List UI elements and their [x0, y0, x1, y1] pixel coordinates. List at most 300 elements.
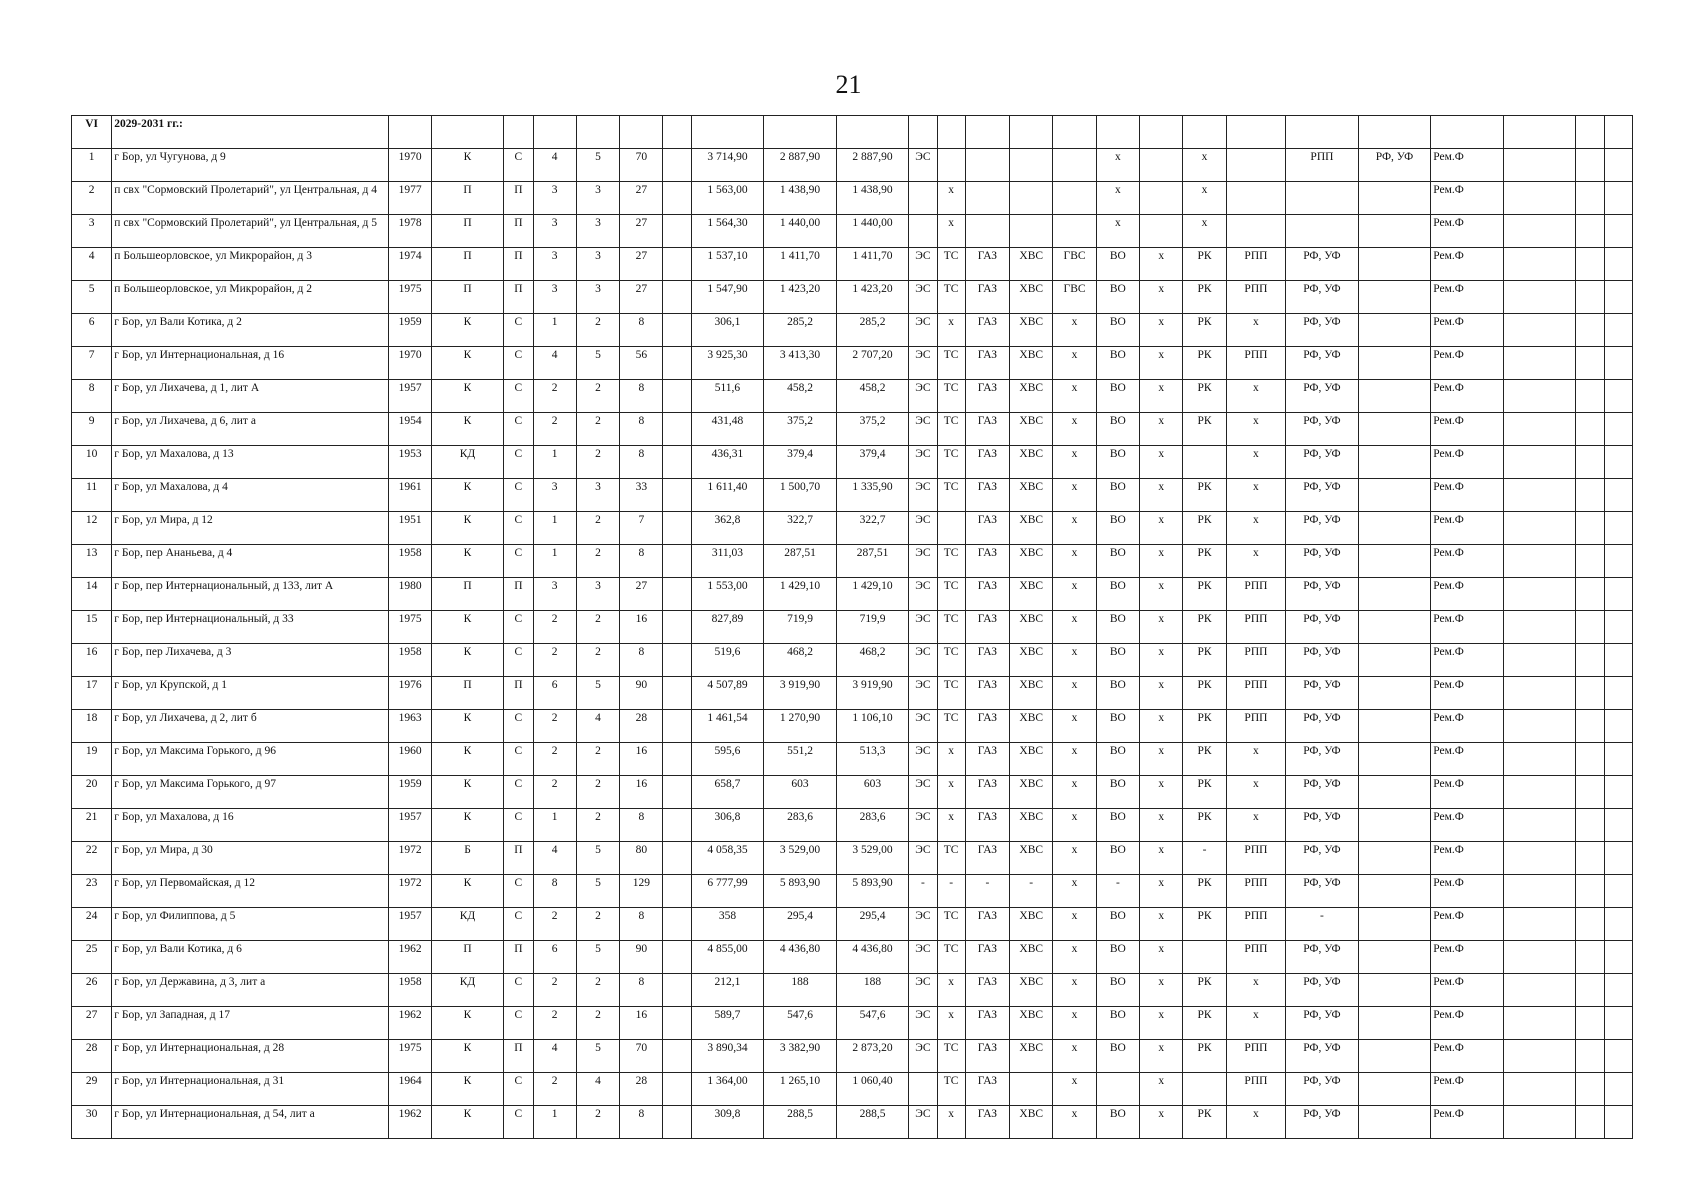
cell-apartments: 8 [620, 644, 663, 677]
cell-utility-vo: ВО [1096, 347, 1139, 380]
cell-utility-gaz: ГАЗ [965, 611, 1009, 644]
cell-funding-source: Рем.Ф [1431, 215, 1504, 248]
cell-col-27 [1576, 182, 1604, 215]
table-row [72, 281, 1633, 314]
cell-residential-area: 458,2 [836, 380, 909, 413]
cell-utility-rk [1183, 446, 1226, 479]
cell-address: г Бор, ул Лихачева, д 6, лит а [112, 413, 389, 446]
cell-works-rf-uf: РФ, УФ [1286, 1007, 1359, 1040]
cell-col-28 [1604, 875, 1632, 908]
cell-utility-vo: ВО [1096, 776, 1139, 809]
cell-utility-gaz: ГАЗ [965, 479, 1009, 512]
cell-works-rf-uf: РФ, УФ [1286, 380, 1359, 413]
cell-col-9 [663, 1007, 691, 1040]
cell-entrances: 3 [576, 182, 619, 215]
cell-utility-vo: - [1096, 875, 1139, 908]
cell-utility-vo: ВО [1096, 314, 1139, 347]
cell-address: г Бор, пер Интернациональный, д 133, лит А [112, 578, 389, 611]
section-number: VI [72, 116, 112, 149]
cell-wall-material: КД [431, 446, 504, 479]
cell-utility-hvs: ХВС [1010, 644, 1053, 677]
cell-utility-hvs: ХВС [1010, 974, 1053, 1007]
cell-wall-material: КД [431, 908, 504, 941]
cell-floors: 1 [533, 809, 576, 842]
cell-living-area: 603 [764, 776, 837, 809]
cell-funding-source: Рем.Ф [1431, 314, 1504, 347]
cell-col-27 [1576, 644, 1604, 677]
cell-col-26 [1503, 446, 1576, 479]
cell-utility-rk: РК [1183, 347, 1226, 380]
cell-col-19: х [1140, 578, 1183, 611]
cell-utility-vo: ВО [1096, 908, 1139, 941]
cell-col-23 [1358, 908, 1431, 941]
cell-utility-es: ЭС [909, 347, 937, 380]
cell-col-27 [1576, 248, 1604, 281]
cell-address: г Бор, пер Интернациональный, д 33 [112, 611, 389, 644]
cell-floors: 3 [533, 578, 576, 611]
cell-living-area: 1 429,10 [764, 578, 837, 611]
cell-row-number: 30 [72, 1106, 112, 1139]
cell-utility-gaz [965, 182, 1009, 215]
cell-wall-material: П [431, 941, 504, 974]
cell-utility-gvs: х [1053, 578, 1096, 611]
cell-col-19: х [1140, 314, 1183, 347]
cell-utility-ts: ТС [937, 248, 965, 281]
cell-col-9 [663, 644, 691, 677]
table-row [72, 908, 1633, 941]
cell-year-built: 1974 [389, 248, 431, 281]
cell-row-number: 18 [72, 710, 112, 743]
cell-funding-source: Рем.Ф [1431, 347, 1504, 380]
cell-col-19: х [1140, 974, 1183, 1007]
cell-col-27 [1576, 743, 1604, 776]
cell-year-built: 1978 [389, 215, 431, 248]
cell-wall-material: К [431, 149, 504, 182]
cell-wall-material: П [431, 215, 504, 248]
cell-row-number: 14 [72, 578, 112, 611]
cell-address: г Бор, ул Лихачева, д 1, лит А [112, 380, 389, 413]
cell-total-area: 306,8 [691, 809, 764, 842]
cell-utility-rk: РК [1183, 578, 1226, 611]
cell-utility-rk: РК [1183, 875, 1226, 908]
cell-col-28 [1604, 479, 1632, 512]
cell-works-rf-uf: РФ, УФ [1286, 677, 1359, 710]
cell-utility-ts: х [937, 182, 965, 215]
cell-floors: 1 [533, 545, 576, 578]
cell-col-23 [1358, 611, 1431, 644]
cell-col-9 [663, 182, 691, 215]
table-body [72, 116, 1633, 1139]
cell-year-built: 1962 [389, 1007, 431, 1040]
cell-funding-source: Рем.Ф [1431, 1106, 1504, 1139]
cell-utility-ts: ТС [937, 677, 965, 710]
cell-apartments: 8 [620, 314, 663, 347]
cell-col-26 [1503, 479, 1576, 512]
cell-apartments: 16 [620, 743, 663, 776]
cell-row-number: 11 [72, 479, 112, 512]
cell-utility-ts: ТС [937, 710, 965, 743]
cell-col-27 [1576, 941, 1604, 974]
cell-col-28 [1604, 1007, 1632, 1040]
cell-address: г Бор, пер Лихачева, д 3 [112, 644, 389, 677]
cell-living-area: 1 440,00 [764, 215, 837, 248]
cell-year-built: 1975 [389, 1040, 431, 1073]
cell-utility-gaz: ГАЗ [965, 974, 1009, 1007]
cell-utility-gvs: х [1053, 875, 1096, 908]
cell-utility-rk: РК [1183, 1040, 1226, 1073]
cell-funding-source: Рем.Ф [1431, 578, 1504, 611]
cell-utility-gvs: х [1053, 743, 1096, 776]
cell-floors: 4 [533, 347, 576, 380]
cell-col-28 [1604, 908, 1632, 941]
cell-works-rf-uf: РФ, УФ [1286, 512, 1359, 545]
cell-utility-rk: РК [1183, 314, 1226, 347]
cell-works-rf-uf: РФ, УФ [1286, 314, 1359, 347]
cell-total-area: 519,6 [691, 644, 764, 677]
cell-year-built: 1975 [389, 281, 431, 314]
cell-utility-es: ЭС [909, 149, 937, 182]
cell-apartments: 70 [620, 1040, 663, 1073]
cell-utility-hvs: ХВС [1010, 380, 1053, 413]
cell-col-19 [1140, 182, 1183, 215]
cell-roof-type: С [504, 413, 533, 446]
cell-living-area: 551,2 [764, 743, 837, 776]
cell-works-rf-uf: РФ, УФ [1286, 347, 1359, 380]
cell-col-26 [1503, 578, 1576, 611]
cell-col-26 [1503, 149, 1576, 182]
cell-roof-type: С [504, 512, 533, 545]
cell-utility-gaz: ГАЗ [965, 545, 1009, 578]
cell-utility-vo: ВО [1096, 1007, 1139, 1040]
cell-utility-vo: ВО [1096, 941, 1139, 974]
cell-utility-ts: ТС [937, 479, 965, 512]
cell-residential-area: 1 335,90 [836, 479, 909, 512]
cell-utility-rpp: х [1226, 446, 1285, 479]
cell-col-9 [663, 941, 691, 974]
cell-total-area: 306,1 [691, 314, 764, 347]
cell-utility-ts: ТС [937, 578, 965, 611]
cell-col-19: х [1140, 1106, 1183, 1139]
cell-utility-gaz: ГАЗ [965, 908, 1009, 941]
cell-roof-type: С [504, 149, 533, 182]
cell-living-area: 1 438,90 [764, 182, 837, 215]
cell-entrances: 2 [576, 1007, 619, 1040]
cell-utility-vo: ВО [1096, 710, 1139, 743]
cell-utility-gaz [965, 215, 1009, 248]
cell-col-26 [1503, 611, 1576, 644]
cell-entrances: 3 [576, 578, 619, 611]
cell-utility-rpp: х [1226, 512, 1285, 545]
cell-funding-source: Рем.Ф [1431, 281, 1504, 314]
cell-floors: 8 [533, 875, 576, 908]
cell-total-area: 3 890,34 [691, 1040, 764, 1073]
cell-utility-rpp: х [1226, 974, 1285, 1007]
cell-living-area: 1 423,20 [764, 281, 837, 314]
cell-address: п Большеорловское, ул Микрорайон, д 2 [112, 281, 389, 314]
cell-total-area: 4 855,00 [691, 941, 764, 974]
cell-funding-source: Рем.Ф [1431, 512, 1504, 545]
cell-total-area: 4 507,89 [691, 677, 764, 710]
cell-utility-es: ЭС [909, 644, 937, 677]
cell-col-19: х [1140, 710, 1183, 743]
cell-living-area: 3 413,30 [764, 347, 837, 380]
cell-col-23 [1358, 281, 1431, 314]
cell-roof-type: С [504, 776, 533, 809]
cell-wall-material: П [431, 182, 504, 215]
cell-col-28 [1604, 347, 1632, 380]
cell-utility-rk [1183, 941, 1226, 974]
cell-utility-ts: ТС [937, 545, 965, 578]
table-row [72, 512, 1633, 545]
cell-utility-ts: ТС [937, 446, 965, 479]
cell-total-area: 1 611,40 [691, 479, 764, 512]
cell-row-number: 12 [72, 512, 112, 545]
cell-col-9 [663, 875, 691, 908]
cell-total-area: 589,7 [691, 1007, 764, 1040]
cell-col-27 [1576, 479, 1604, 512]
cell-utility-hvs: ХВС [1010, 677, 1053, 710]
cell-funding-source: Рем.Ф [1431, 974, 1504, 1007]
cell-row-number: 2 [72, 182, 112, 215]
cell-apartments: 8 [620, 413, 663, 446]
cell-col-19: х [1140, 1040, 1183, 1073]
cell-year-built: 1970 [389, 347, 431, 380]
cell-total-area: 3 714,90 [691, 149, 764, 182]
cell-col-26 [1503, 908, 1576, 941]
cell-utility-rk: - [1183, 842, 1226, 875]
cell-utility-gvs: х [1053, 347, 1096, 380]
cell-col-28 [1604, 974, 1632, 1007]
cell-wall-material: К [431, 1073, 504, 1106]
cell-apartments: 27 [620, 248, 663, 281]
cell-utility-rk: х [1183, 182, 1226, 215]
cell-funding-source: Рем.Ф [1431, 809, 1504, 842]
cell-residential-area: 322,7 [836, 512, 909, 545]
cell-row-number: 6 [72, 314, 112, 347]
cell-utility-vo: ВО [1096, 842, 1139, 875]
cell-address: г Бор, ул Западная, д 17 [112, 1007, 389, 1040]
cell-row-number: 10 [72, 446, 112, 479]
cell-floors: 4 [533, 1040, 576, 1073]
cell-utility-es: ЭС [909, 281, 937, 314]
cell-funding-source: Рем.Ф [1431, 1040, 1504, 1073]
cell-works-rf-uf: РФ, УФ [1286, 281, 1359, 314]
cell-floors: 2 [533, 776, 576, 809]
cell-entrances: 2 [576, 644, 619, 677]
cell-entrances: 5 [576, 842, 619, 875]
cell-year-built: 1959 [389, 314, 431, 347]
cell-roof-type: С [504, 611, 533, 644]
cell-utility-ts [937, 149, 965, 182]
cell-col-23 [1358, 380, 1431, 413]
cell-living-area: 295,4 [764, 908, 837, 941]
cell-row-number: 1 [72, 149, 112, 182]
cell-total-area: 1 553,00 [691, 578, 764, 611]
cell-floors: 2 [533, 1073, 576, 1106]
cell-col-27 [1576, 677, 1604, 710]
cell-utility-gvs: х [1053, 644, 1096, 677]
cell-works-rf-uf: РПП [1286, 149, 1359, 182]
cell-utility-gvs: х [1053, 380, 1096, 413]
cell-col-27 [1576, 578, 1604, 611]
cell-residential-area: 513,3 [836, 743, 909, 776]
cell-col-23: РФ, УФ [1358, 149, 1431, 182]
cell-wall-material: П [431, 281, 504, 314]
cell-col-9 [663, 842, 691, 875]
cell-utility-hvs: ХВС [1010, 611, 1053, 644]
cell-utility-gaz: ГАЗ [965, 710, 1009, 743]
cell-apartments: 27 [620, 215, 663, 248]
cell-utility-rpp: РПП [1226, 578, 1285, 611]
cell-residential-area: 1 106,10 [836, 710, 909, 743]
cell-utility-es: ЭС [909, 446, 937, 479]
cell-funding-source: Рем.Ф [1431, 875, 1504, 908]
cell-utility-gvs: ГВС [1053, 248, 1096, 281]
cell-utility-es: ЭС [909, 1007, 937, 1040]
cell-entrances: 4 [576, 1073, 619, 1106]
table-row [72, 1040, 1633, 1073]
cell-utility-es: ЭС [909, 413, 937, 446]
cell-living-area: 547,6 [764, 1007, 837, 1040]
cell-entrances: 5 [576, 677, 619, 710]
cell-residential-area: 283,6 [836, 809, 909, 842]
cell-roof-type: С [504, 908, 533, 941]
cell-residential-area: 3 919,90 [836, 677, 909, 710]
cell-utility-es: ЭС [909, 710, 937, 743]
cell-col-26 [1503, 974, 1576, 1007]
table-row [72, 149, 1633, 182]
cell-floors: 2 [533, 743, 576, 776]
cell-living-area: 458,2 [764, 380, 837, 413]
cell-address: г Бор, ул Державина, д 3, лит а [112, 974, 389, 1007]
cell-year-built: 1960 [389, 743, 431, 776]
cell-apartments: 8 [620, 446, 663, 479]
cell-address: г Бор, ул Максима Горького, д 97 [112, 776, 389, 809]
cell-col-28 [1604, 545, 1632, 578]
cell-utility-gaz: ГАЗ [965, 1007, 1009, 1040]
cell-works-rf-uf: РФ, УФ [1286, 413, 1359, 446]
cell-col-23 [1358, 479, 1431, 512]
cell-col-27 [1576, 545, 1604, 578]
cell-entrances: 3 [576, 215, 619, 248]
cell-apartments: 80 [620, 842, 663, 875]
cell-works-rf-uf: РФ, УФ [1286, 776, 1359, 809]
cell-utility-rpp: РПП [1226, 611, 1285, 644]
cell-residential-area: 375,2 [836, 413, 909, 446]
cell-year-built: 1957 [389, 809, 431, 842]
cell-utility-rpp: х [1226, 314, 1285, 347]
cell-utility-hvs: ХВС [1010, 512, 1053, 545]
cell-utility-hvs: ХВС [1010, 446, 1053, 479]
cell-total-area: 3 925,30 [691, 347, 764, 380]
cell-col-27 [1576, 314, 1604, 347]
cell-row-number: 21 [72, 809, 112, 842]
cell-entrances: 2 [576, 908, 619, 941]
cell-utility-es: ЭС [909, 776, 937, 809]
section-title: 2029-2031 гг.: [112, 116, 389, 149]
cell-utility-es: ЭС [909, 380, 937, 413]
cell-col-27 [1576, 347, 1604, 380]
cell-col-28 [1604, 380, 1632, 413]
cell-col-23 [1358, 644, 1431, 677]
cell-apartments: 33 [620, 479, 663, 512]
cell-utility-rk: РК [1183, 248, 1226, 281]
cell-utility-vo: ВО [1096, 248, 1139, 281]
cell-residential-area: 3 529,00 [836, 842, 909, 875]
cell-col-23 [1358, 974, 1431, 1007]
cell-utility-rk: РК [1183, 743, 1226, 776]
cell-col-23 [1358, 941, 1431, 974]
cell-address: г Бор, ул Первомайская, д 12 [112, 875, 389, 908]
cell-wall-material: К [431, 479, 504, 512]
cell-utility-gvs: х [1053, 776, 1096, 809]
cell-col-28 [1604, 611, 1632, 644]
cell-floors: 1 [533, 314, 576, 347]
cell-year-built: 1961 [389, 479, 431, 512]
cell-utility-rpp: РПП [1226, 941, 1285, 974]
cell-utility-es: ЭС [909, 974, 937, 1007]
cell-col-27 [1576, 1040, 1604, 1073]
cell-utility-rpp: РПП [1226, 281, 1285, 314]
cell-floors: 3 [533, 182, 576, 215]
cell-col-19: х [1140, 743, 1183, 776]
cell-col-28 [1604, 149, 1632, 182]
cell-utility-es: - [909, 875, 937, 908]
table-row [72, 182, 1633, 215]
cell-utility-ts: х [937, 776, 965, 809]
cell-col-9 [663, 974, 691, 1007]
cell-col-27 [1576, 446, 1604, 479]
cell-utility-es: ЭС [909, 743, 937, 776]
cell-col-27 [1576, 215, 1604, 248]
cell-address: г Бор, ул Интернациональная, д 31 [112, 1073, 389, 1106]
cell-living-area: 288,5 [764, 1106, 837, 1139]
cell-col-9 [663, 149, 691, 182]
cell-row-number: 25 [72, 941, 112, 974]
cell-floors: 2 [533, 710, 576, 743]
cell-utility-hvs: ХВС [1010, 941, 1053, 974]
cell-floors: 1 [533, 1106, 576, 1139]
cell-utility-hvs: ХВС [1010, 1007, 1053, 1040]
cell-residential-area: 2 873,20 [836, 1040, 909, 1073]
cell-utility-vo: х [1096, 215, 1139, 248]
cell-utility-rk: РК [1183, 809, 1226, 842]
cell-col-28 [1604, 248, 1632, 281]
cell-utility-vo: ВО [1096, 677, 1139, 710]
cell-year-built: 1963 [389, 710, 431, 743]
cell-residential-area: 188 [836, 974, 909, 1007]
cell-total-area: 436,31 [691, 446, 764, 479]
cell-utility-gvs: х [1053, 446, 1096, 479]
cell-col-26 [1503, 941, 1576, 974]
cell-utility-ts: ТС [937, 380, 965, 413]
cell-wall-material: К [431, 314, 504, 347]
cell-col-28 [1604, 314, 1632, 347]
cell-apartments: 8 [620, 380, 663, 413]
cell-row-number: 15 [72, 611, 112, 644]
cell-utility-gvs: х [1053, 974, 1096, 1007]
cell-col-28 [1604, 776, 1632, 809]
cell-col-9 [663, 809, 691, 842]
cell-works-rf-uf: РФ, УФ [1286, 809, 1359, 842]
cell-utility-vo [1096, 1073, 1139, 1106]
cell-funding-source: Рем.Ф [1431, 248, 1504, 281]
cell-wall-material: П [431, 677, 504, 710]
cell-living-area: 3 529,00 [764, 842, 837, 875]
cell-funding-source: Рем.Ф [1431, 941, 1504, 974]
cell-col-28 [1604, 809, 1632, 842]
cell-utility-hvs: ХВС [1010, 1040, 1053, 1073]
